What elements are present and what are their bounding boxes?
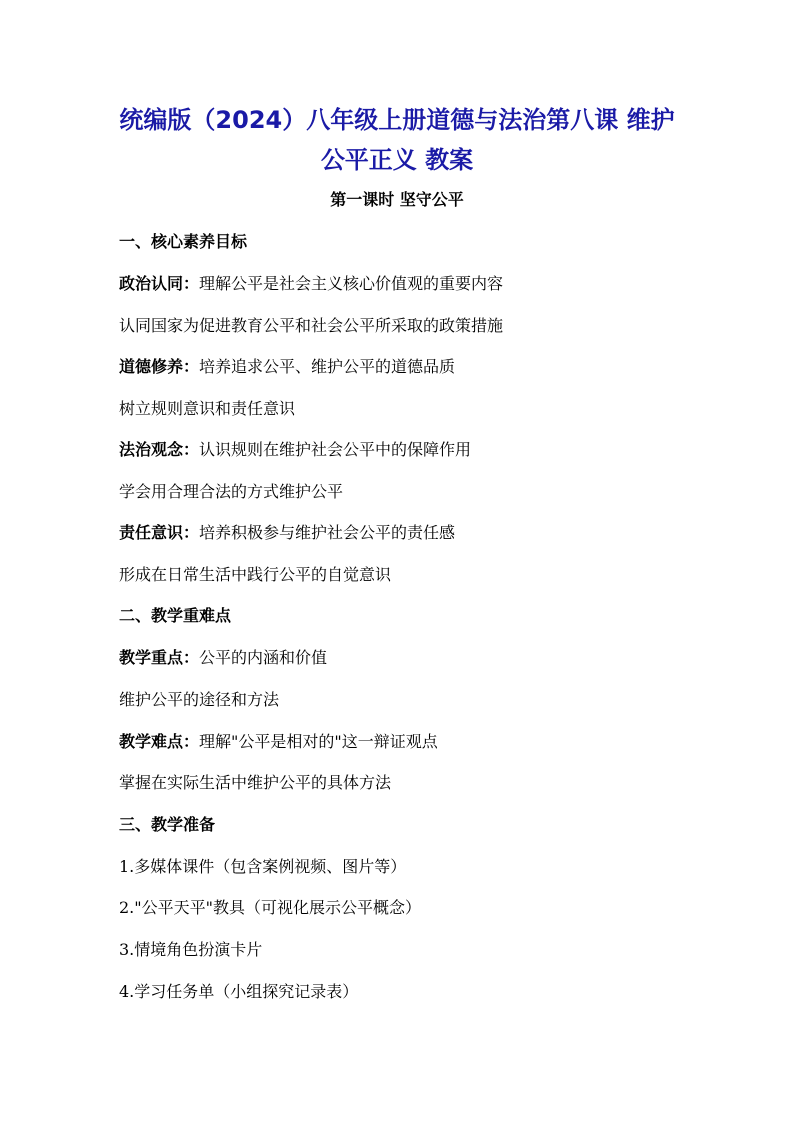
item-text: 掌握在实际生活中维护公平的具体方法	[119, 773, 392, 792]
item-text: 形成在日常生活中践行公平的自觉意识	[119, 565, 392, 584]
title-line-1: 统编版（2024）八年级上册道德与法治第八课 维护	[119, 106, 675, 134]
item-label: 法治观念：	[119, 440, 200, 459]
item-label: 责任意识：	[119, 523, 200, 542]
goal-rule-of-law	[119, 438, 471, 462]
item-label: 教学重点：	[119, 648, 200, 667]
section-heading-preparation: 三、教学准备	[119, 815, 216, 834]
item-text: 树立规则意识和责任意识	[119, 399, 296, 418]
goal-responsibility-2	[119, 563, 391, 587]
preparation-item: 1.多媒体课件（包含案例视频、图片等）	[119, 857, 407, 876]
item-text: 理解"公平是相对的"这一辩证观点	[199, 732, 438, 751]
item-text: 培养积极参与维护社会公平的责任感	[199, 523, 456, 542]
item-text: 认识规则在维护社会公平中的保障作用	[199, 440, 472, 459]
key-point-2	[119, 688, 279, 712]
key-point	[119, 646, 327, 670]
goal-political-identity-2	[119, 314, 503, 338]
item-text: 理解公平是社会主义核心价值观的重要内容	[199, 274, 504, 293]
section-heading-goals: 一、核心素养目标	[119, 232, 248, 251]
goal-rule-of-law-2	[119, 480, 343, 504]
title-line-2: 公平正义 教案	[320, 146, 474, 174]
item-label: 教学难点：	[119, 732, 200, 751]
preparation-item: 2."公平天平"教具（可视化展示公平概念）	[119, 898, 421, 917]
lesson-subtitle: 第一课时 坚守公平	[330, 190, 464, 209]
item-text: 维护公平的途径和方法	[119, 690, 280, 709]
goal-responsibility	[119, 521, 455, 545]
preparation-item: 3.情境角色扮演卡片	[119, 940, 263, 959]
item-label: 道德修养：	[119, 357, 200, 376]
goal-moral-cultivation-2	[119, 397, 295, 421]
section-heading-key-points: 二、教学重难点	[119, 606, 232, 625]
item-text: 公平的内涵和价值	[199, 648, 328, 667]
item-text: 学会用合理合法的方式维护公平	[119, 482, 344, 501]
document-title	[100, 100, 694, 180]
goal-moral-cultivation	[119, 355, 455, 379]
item-text: 培养追求公平、维护公平的道德品质	[199, 357, 456, 376]
difficult-point-2	[119, 771, 391, 795]
difficult-point	[119, 730, 438, 754]
preparation-item: 4.学习任务单（小组探究记录表）	[119, 982, 359, 1001]
item-text: 认同国家为促进教育公平和社会公平所采取的政策措施	[119, 316, 504, 335]
goal-political-identity	[119, 272, 503, 296]
item-label: 政治认同：	[119, 274, 200, 293]
